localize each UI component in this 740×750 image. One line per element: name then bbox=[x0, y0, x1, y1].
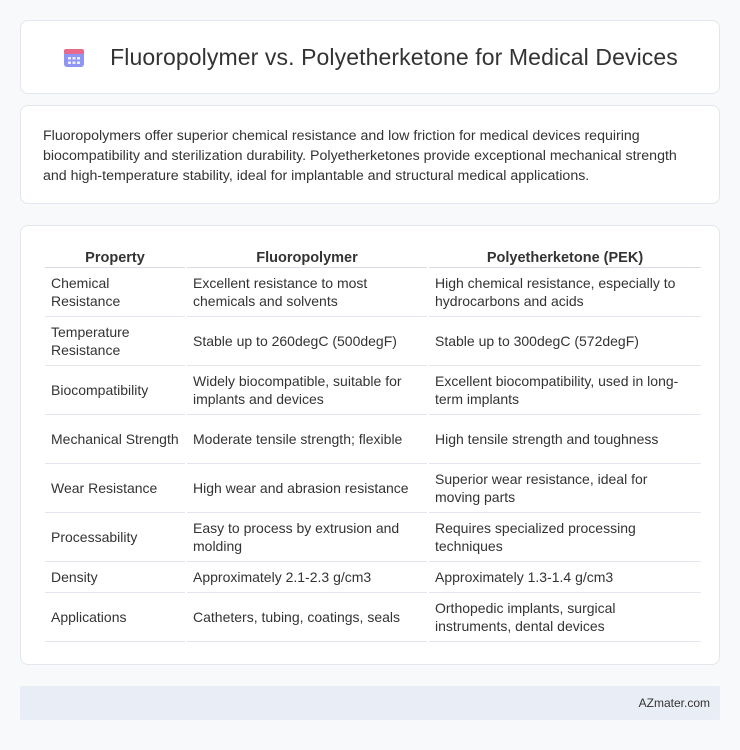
fluoropolymer-cell: Approximately 2.1-2.3 g/cm3 bbox=[187, 562, 427, 593]
table-row bbox=[45, 593, 701, 642]
summary-card bbox=[20, 105, 720, 204]
page-title: Fluoropolymer vs. Polyetherketone for Medical Devices bbox=[110, 43, 678, 70]
polyetherketone-cell: Orthopedic implants, surgical instruments, dental devices bbox=[429, 593, 701, 642]
polyetherketone-cell: Excellent biocompatibility, used in long-term implants bbox=[429, 366, 701, 415]
property-cell: Density bbox=[45, 562, 185, 593]
polyetherketone-cell: High chemical resistance, especially to hydrocarbons and acids bbox=[429, 268, 701, 317]
summary-text: Fluoropolymers offer superior chemical resistance and low friction for medical devices requiring biocompatibility and sterilization durability. Polyetherketones provide exceptional mechanical strength and high-temperature stability, ideal for implantable and structural medical applications. bbox=[43, 128, 677, 184]
polyetherketone-cell: High tensile strength and toughness bbox=[429, 415, 701, 464]
footer-site-label: AZmater.com bbox=[638, 696, 710, 710]
table-row bbox=[45, 366, 701, 415]
property-cell: Applications bbox=[45, 593, 185, 642]
property-cell: Temperature Resistance bbox=[45, 317, 185, 366]
fluoropolymer-cell: Stable up to 260degC (500degF) bbox=[187, 317, 427, 366]
header-fluoropolymer: Fluoropolymer bbox=[187, 246, 427, 268]
fluoropolymer-cell: Moderate tensile strength; flexible bbox=[187, 415, 427, 464]
table-row bbox=[45, 317, 701, 366]
comparison-table-card bbox=[20, 225, 720, 665]
table-row bbox=[45, 268, 701, 317]
table-row bbox=[45, 415, 701, 464]
table-row bbox=[45, 464, 701, 513]
property-cell: Chemical Resistance bbox=[45, 268, 185, 317]
property-cell: Processability bbox=[45, 513, 185, 562]
fluoropolymer-cell: High wear and abrasion resistance bbox=[187, 464, 427, 513]
property-cell: Wear Resistance bbox=[45, 464, 185, 513]
fluoropolymer-cell: Catheters, tubing, coatings, seals bbox=[187, 593, 427, 642]
polyetherketone-cell: Stable up to 300degC (572degF) bbox=[429, 317, 701, 366]
table-row bbox=[45, 513, 701, 562]
polyetherketone-cell: Superior wear resistance, ideal for moving parts bbox=[429, 464, 701, 513]
table-header-row bbox=[45, 246, 701, 268]
polyetherketone-cell: Approximately 1.3-1.4 g/cm3 bbox=[429, 562, 701, 593]
property-cell: Biocompatibility bbox=[45, 366, 185, 415]
fluoropolymer-cell: Excellent resistance to most chemicals and solvents bbox=[187, 268, 427, 317]
title-card bbox=[20, 20, 720, 94]
property-cell: Mechanical Strength bbox=[45, 415, 185, 464]
header-polyetherketone: Polyetherketone (PEK) bbox=[429, 246, 701, 268]
fluoropolymer-cell: Easy to process by extrusion and molding bbox=[187, 513, 427, 562]
comparison-table bbox=[43, 246, 703, 642]
header-property: Property bbox=[45, 246, 185, 268]
polyetherketone-cell: Requires specialized processing techniques bbox=[429, 513, 701, 562]
fluoropolymer-cell: Widely biocompatible, suitable for implants and devices bbox=[187, 366, 427, 415]
footer bbox=[20, 686, 720, 720]
table-row bbox=[45, 562, 701, 593]
calendar-icon bbox=[62, 45, 86, 69]
